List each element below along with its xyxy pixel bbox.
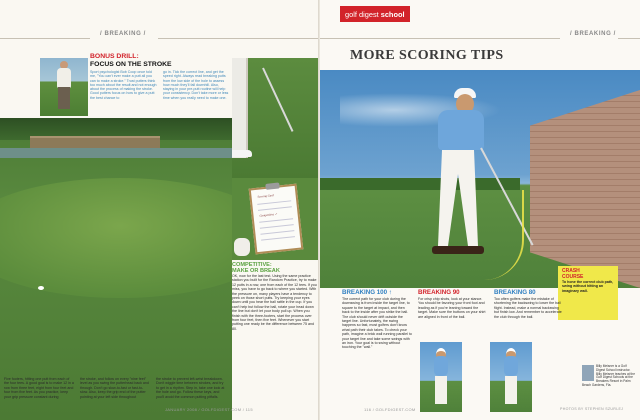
clipboard-text: Scoring Card <box>257 193 274 199</box>
golf-glove <box>234 238 250 256</box>
tip-breaking-80 <box>494 289 564 350</box>
photo-credit: PHOTOS BY STEPHEN SZURLEJ <box>560 407 624 411</box>
golfer-legs <box>58 87 70 109</box>
tip-breaking-100 <box>342 289 412 350</box>
putter <box>262 68 293 132</box>
golf-ball <box>38 286 44 290</box>
competitive-text: OK, now for the last test. Using the same practice station you built for the Random Practice, try to make 12 putts in a row, one from each of the 12 tees. If you miss, you have to go back to where you started. With the pressure on, many players have a tendency to peek on those short putts. Try keeping your eyes down until you hear the ball rattle in the cup. If you can't help but follow the ball, rotate your head down the line but don't let your body pull up. When you finish with the three-footers, start the process over from four feet, then five feet. Whenever you start putting one ready be the difference between 75 and 80. <box>232 274 317 331</box>
golf-shoe <box>232 150 252 157</box>
clipboard-text: Competitive ✓ <box>259 211 278 218</box>
instructor-credit <box>582 365 636 388</box>
clouds <box>340 90 520 130</box>
putting-green-photo <box>0 118 232 420</box>
tip-text: Too often golfers make the mistake of shortening the backswing to lower the ball flight. Instead, make a normal backswing but finish low. And remember to accelerate the club through the ball. <box>494 297 562 319</box>
body-col1: Five footers, hitting one putt from each of the four tees. A good goal is to make 12 in a row from three feet, eight from four feet and four from five feet. As you practice, keep your grip pressure constant during <box>4 377 74 399</box>
golfer-body <box>504 356 518 376</box>
bonus-columns <box>90 70 230 100</box>
clipboard-line <box>259 218 293 223</box>
body-col2: the stroke, and follow on every "nine feet" level as you swing the putterhead back and through. Don't go slow-to-fast or fast-to-slow. Also, keep the grip end of the putter pointing at your left side throughout <box>80 377 149 399</box>
bonus-title: BONUS DRILL: <box>90 53 139 60</box>
water <box>0 148 232 158</box>
tip-text: The correct path for your club during the downswing is from inside the target line, to square to the target at impact, and then back to the inside after you strike the ball. The club should never drift outside the target line. Unfortunately, the swing happens so fast, most golfers don't know what path their club takes. To check your path, imagine a brick wall running parallel to your target line and take some swings with an iron. Your goal is to swing without touching the "wall." <box>342 297 412 350</box>
golfer-legs <box>505 376 517 404</box>
brand-bold: school <box>380 9 405 19</box>
competitive-title: COMPETITIVE: <box>232 262 272 268</box>
clipboard-line <box>261 236 295 241</box>
golfer-shoes <box>432 246 484 254</box>
clipboard <box>249 184 304 255</box>
section-tag: / BREAKING / <box>100 31 146 37</box>
instructor-photo <box>582 365 594 381</box>
tip-title: BREAKING 90 <box>418 289 460 296</box>
body-col3: the stroke to prevent left-wrist breakdown. Don't wiggle time between strokes, and try to get in a rhythm. Step in, take one look at the hole and go. Follow these keys, and you'll avoid the common putting pitfalls. <box>156 377 225 399</box>
tree-line <box>320 178 520 190</box>
bonus-drill-photo <box>40 58 88 116</box>
divider <box>0 38 90 39</box>
tips-columns <box>342 289 572 350</box>
golfer-shirt <box>438 110 484 150</box>
bonus-drill-box <box>90 53 230 100</box>
credit-text: Billy Meisner is a Golf Digest School instructor. Billy Meisner teaches at the Golf Digest Schools at the Breakers Resort in Palm Beach Gardens, Fla. <box>582 364 635 387</box>
divider <box>618 38 640 39</box>
drill-body-text <box>4 377 230 399</box>
golfer-body <box>57 68 71 88</box>
brand-light: golf digest <box>345 9 379 19</box>
clipboard-line <box>260 224 294 229</box>
golfer-leg <box>232 58 248 158</box>
clipboard-line <box>257 200 291 205</box>
clipboard-clip <box>265 182 280 189</box>
competitive-section <box>232 262 318 331</box>
competitive-subtitle: MAKE OR BREAK <box>232 268 280 274</box>
clipboard-line <box>258 206 292 211</box>
crash-text: To hone the correct club path, swing without hitting an imaginary wall. <box>562 280 614 293</box>
tip-title: BREAKING 100 ↑ <box>342 289 392 296</box>
golfer-pants <box>438 150 478 246</box>
tip-breaking-90 <box>418 289 488 350</box>
page-folio: JANUARY 2008 / GOLFDIGEST.COM / 115 <box>165 407 253 412</box>
brick-wall <box>530 90 640 288</box>
swing-path-trail <box>482 190 524 280</box>
golfer-body <box>434 356 448 376</box>
low-finish-photo <box>490 342 532 412</box>
right-page <box>320 0 640 420</box>
section-tag: / BREAKING / <box>570 31 616 37</box>
clipboard-line <box>260 230 294 235</box>
divider <box>320 38 560 39</box>
clipboard-photo <box>232 178 320 260</box>
bonus-subtitle: FOCUS ON THE STROKE <box>90 60 172 68</box>
chip-stance-photo <box>420 342 462 412</box>
swing-path-photo <box>320 70 640 288</box>
bonus-text-col2: go in. Tick the correct line, and get the speed right. Always read breaking putts from the low side of the hole to assess how much they'll fall downhill. Also, staying in your pre-putt routine will help your consistency. Don't take more or less time when you really need to make one. <box>163 70 229 100</box>
bonus-text-col1: Sport psychologist Bob Coop once told me, "You can't ever make a putt all you can to make a stroke." Trust putters think too much about the result and not enough about the process of making the stroke. Good putters focus on how to give a putt the best chance to <box>90 70 157 100</box>
green <box>0 178 232 298</box>
crash-subtitle: COURSE <box>562 273 584 280</box>
tip-title: BREAKING 80 <box>494 289 536 296</box>
page-headline: MORE SCORING TIPS <box>350 48 504 63</box>
golfer-legs <box>435 376 447 404</box>
golf-digest-school-logo <box>340 6 410 22</box>
tip-text: For crisp chip shots, look at your stance. You should be favoring your front foot and leading as if you're leaning toward the target. Make sure the buttons on your shirt are aligned in front of the ball. <box>418 297 486 319</box>
crash-title: CRASH <box>562 268 580 274</box>
divider <box>158 38 318 39</box>
page-folio: 116 / GOLFDIGEST.COM <box>364 407 416 412</box>
putting-stance-photo <box>232 58 320 178</box>
